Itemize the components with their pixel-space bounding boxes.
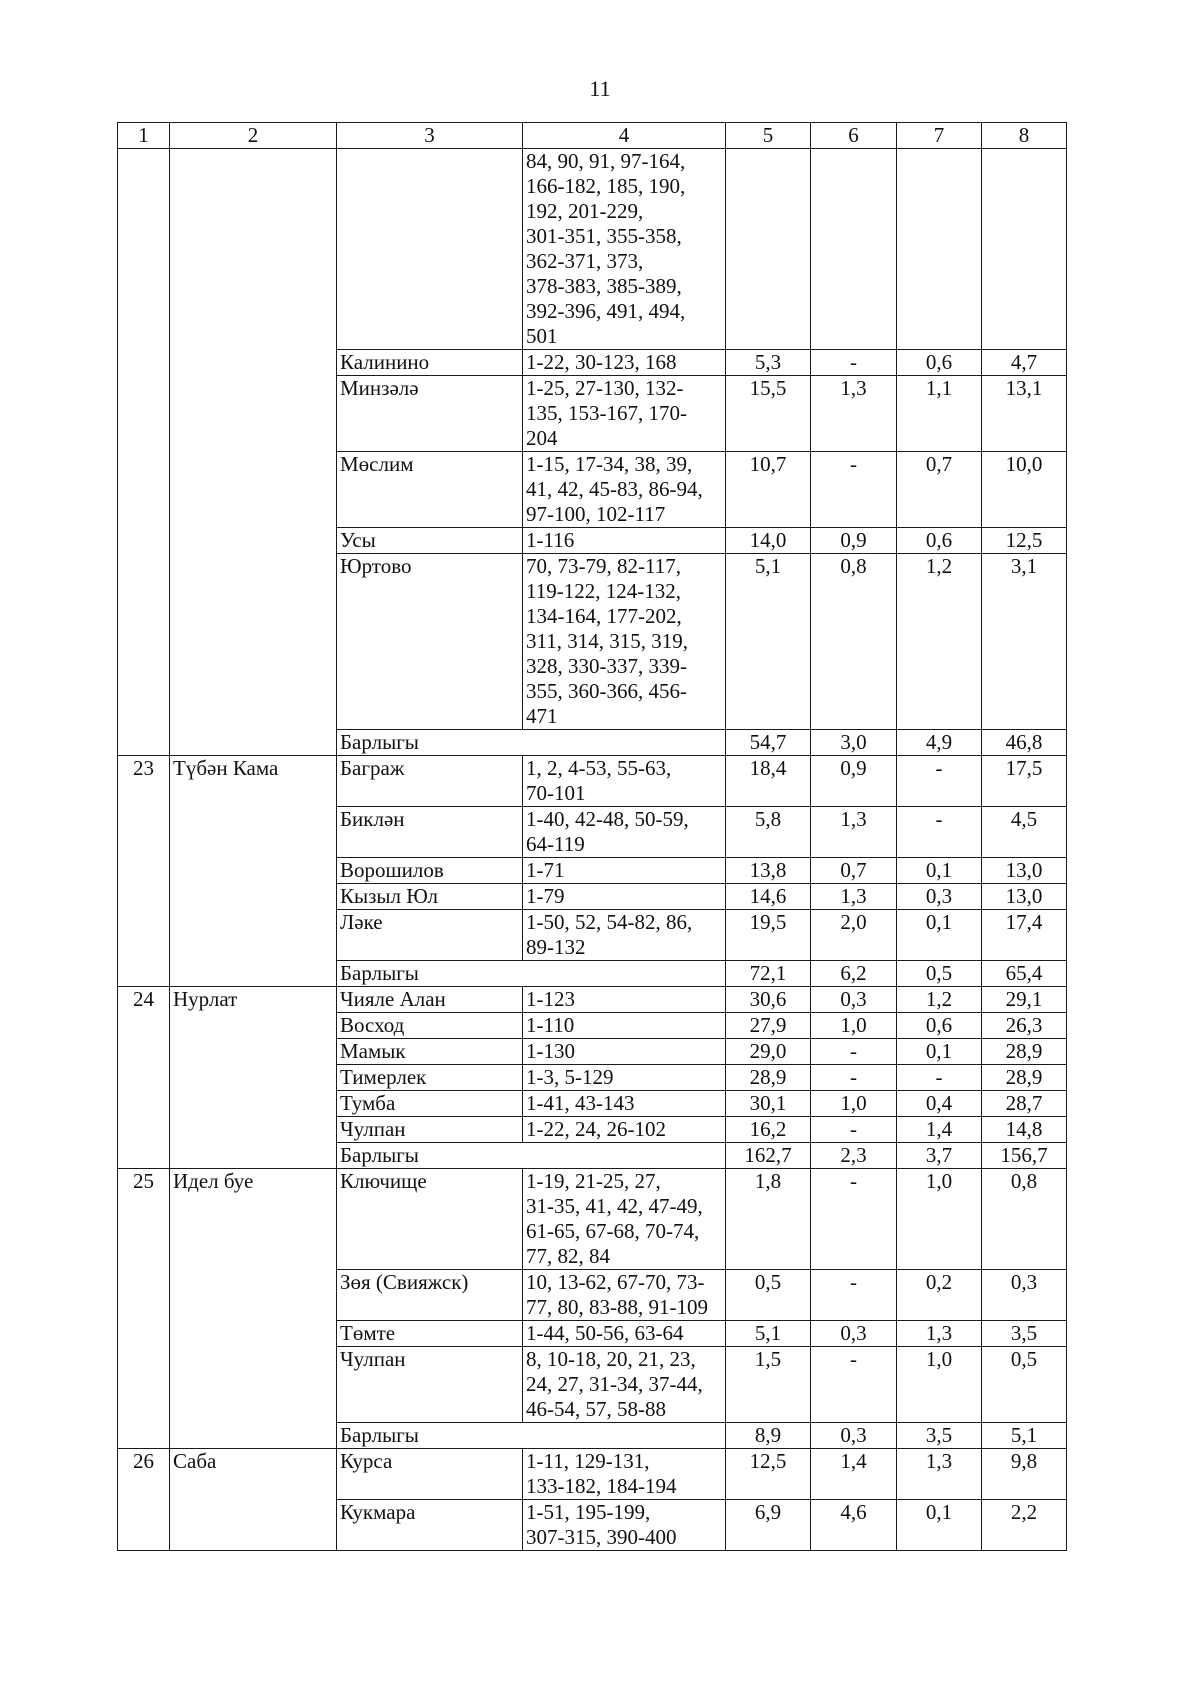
total-col7: 3,7 <box>897 1143 982 1169</box>
value-col5: 1,5 <box>726 1347 811 1423</box>
settlement-name: Төмте <box>337 1321 523 1347</box>
settlement-name: Мамык <box>337 1039 523 1065</box>
value-col8: 3,1 <box>982 554 1067 730</box>
value-col6: 4,6 <box>811 1500 897 1551</box>
value-col6: - <box>811 1117 897 1143</box>
settlement-name: Биклән <box>337 807 523 858</box>
value-col5: 5,1 <box>726 1321 811 1347</box>
district-number: 25 <box>118 1169 170 1449</box>
value-col5: 27,9 <box>726 1013 811 1039</box>
value-col5: 5,1 <box>726 554 811 730</box>
table-row <box>118 1449 1067 1500</box>
value-col7: 0,6 <box>897 1013 982 1039</box>
settlement-numbers: 1-15, 17-34, 38, 39, 41, 42, 45-83, 86-94, 97-100, 102-117 <box>523 452 726 528</box>
value-col6: 0,9 <box>811 756 897 807</box>
settlement-numbers: 1-110 <box>523 1013 726 1039</box>
value-col6: 1,3 <box>811 884 897 910</box>
value-col8: 13,1 <box>982 376 1067 452</box>
value-col6: - <box>811 1347 897 1423</box>
value-col6: - <box>811 1065 897 1091</box>
value-col7: 1,4 <box>897 1117 982 1143</box>
district-number: 26 <box>118 1449 170 1551</box>
total-col7: 3,5 <box>897 1423 982 1449</box>
value-col5: 14,0 <box>726 528 811 554</box>
value-col8: 4,7 <box>982 350 1067 376</box>
value-col7: 0,6 <box>897 528 982 554</box>
total-col8: 156,7 <box>982 1143 1067 1169</box>
column-header: 5 <box>726 123 811 149</box>
total-col8: 5,1 <box>982 1423 1067 1449</box>
total-col7: 0,5 <box>897 961 982 987</box>
settlement-name: Восход <box>337 1013 523 1039</box>
value-col8: 9,8 <box>982 1449 1067 1500</box>
value-col8: 14,8 <box>982 1117 1067 1143</box>
settlement-numbers: 1-123 <box>523 987 726 1013</box>
column-header: 8 <box>982 123 1067 149</box>
value-col6: 1,0 <box>811 1013 897 1039</box>
value-col6: - <box>811 1039 897 1065</box>
settlement-numbers: 8, 10-18, 20, 21, 23, 24, 27, 31-34, 37-44, 46-54, 57, 58-88 <box>523 1347 726 1423</box>
value-col6: 0,8 <box>811 554 897 730</box>
table-row <box>118 1169 1067 1270</box>
district-name: Түбән Кама <box>170 756 337 987</box>
settlement-name: Ләке <box>337 910 523 961</box>
settlement-name: Ворошилов <box>337 858 523 884</box>
settlement-name: Баграж <box>337 756 523 807</box>
value-col5: 29,0 <box>726 1039 811 1065</box>
value-col6: 2,0 <box>811 910 897 961</box>
settlement-name: Чияле Алан <box>337 987 523 1013</box>
district-name: Нурлат <box>170 987 337 1169</box>
value-col6: - <box>811 1270 897 1321</box>
value-cell <box>726 149 811 350</box>
total-label: Барлыгы <box>337 730 726 756</box>
value-col5: 1,8 <box>726 1169 811 1270</box>
value-col8: 2,2 <box>982 1500 1067 1551</box>
column-header: 4 <box>523 123 726 149</box>
settlement-cell <box>337 149 523 350</box>
total-col8: 65,4 <box>982 961 1067 987</box>
settlement-name: Чулпан <box>337 1117 523 1143</box>
settlement-name: Курса <box>337 1449 523 1500</box>
value-col8: 28,7 <box>982 1091 1067 1117</box>
total-col5: 162,7 <box>726 1143 811 1169</box>
settlement-numbers: 1-51, 195-199, 307-315, 390-400 <box>523 1500 726 1551</box>
value-col8: 13,0 <box>982 858 1067 884</box>
value-col5: 5,3 <box>726 350 811 376</box>
value-col7: 0,1 <box>897 910 982 961</box>
value-cell <box>811 149 897 350</box>
value-col7: - <box>897 756 982 807</box>
settlement-numbers: 1-71 <box>523 858 726 884</box>
value-col6: - <box>811 350 897 376</box>
value-col5: 12,5 <box>726 1449 811 1500</box>
value-col6: 0,3 <box>811 1321 897 1347</box>
total-col6: 6,2 <box>811 961 897 987</box>
settlement-numbers: 1-79 <box>523 884 726 910</box>
district-name: Идел буе <box>170 1169 337 1449</box>
value-col5: 18,4 <box>726 756 811 807</box>
value-col5: 10,7 <box>726 452 811 528</box>
settlement-name: Кукмара <box>337 1500 523 1551</box>
value-col7: 0,1 <box>897 1039 982 1065</box>
total-col8: 46,8 <box>982 730 1067 756</box>
district-name: Саба <box>170 1449 337 1551</box>
value-col7: 1,3 <box>897 1449 982 1500</box>
settlement-name: Ключище <box>337 1169 523 1270</box>
value-col8: 12,5 <box>982 528 1067 554</box>
value-cell <box>982 149 1067 350</box>
value-col7: 0,6 <box>897 350 982 376</box>
settlement-numbers: 1-3, 5-129 <box>523 1065 726 1091</box>
value-col5: 30,6 <box>726 987 811 1013</box>
value-col6: 1,0 <box>811 1091 897 1117</box>
value-col6: 1,4 <box>811 1449 897 1500</box>
column-header: 3 <box>337 123 523 149</box>
continuation-row <box>118 149 1067 350</box>
total-label: Барлыгы <box>337 1143 726 1169</box>
value-col5: 0,5 <box>726 1270 811 1321</box>
value-col7: 1,0 <box>897 1347 982 1423</box>
settlement-numbers: 1-116 <box>523 528 726 554</box>
district-name-cell <box>170 149 337 756</box>
settlement-numbers: 1-19, 21-25, 27, 31-35, 41, 42, 47-49, 61-65, 67-68, 70-74, 77, 82, 84 <box>523 1169 726 1270</box>
district-number-cell <box>118 149 170 756</box>
value-col8: 28,9 <box>982 1039 1067 1065</box>
value-col7: 0,3 <box>897 884 982 910</box>
value-col5: 14,6 <box>726 884 811 910</box>
value-col6: 0,7 <box>811 858 897 884</box>
settlement-name: Чулпан <box>337 1347 523 1423</box>
value-col7: 0,7 <box>897 452 982 528</box>
value-col7: - <box>897 1065 982 1091</box>
total-col6: 2,3 <box>811 1143 897 1169</box>
total-label: Барлыгы <box>337 961 726 987</box>
column-number-row <box>118 123 1067 149</box>
settlement-numbers: 1-40, 42-48, 50-59, 64-119 <box>523 807 726 858</box>
district-number: 23 <box>118 756 170 987</box>
settlement-numbers: 1, 2, 4-53, 55-63, 70-101 <box>523 756 726 807</box>
settlement-numbers: 1-22, 30-123, 168 <box>523 350 726 376</box>
total-col5: 72,1 <box>726 961 811 987</box>
value-col5: 16,2 <box>726 1117 811 1143</box>
value-col8: 28,9 <box>982 1065 1067 1091</box>
settlement-numbers: 1-41, 43-143 <box>523 1091 726 1117</box>
value-col7: 0,1 <box>897 1500 982 1551</box>
value-col7: 1,3 <box>897 1321 982 1347</box>
settlement-numbers: 1-44, 50-56, 63-64 <box>523 1321 726 1347</box>
value-col6: 0,9 <box>811 528 897 554</box>
value-col6: 1,3 <box>811 376 897 452</box>
value-col8: 17,4 <box>982 910 1067 961</box>
column-header: 6 <box>811 123 897 149</box>
value-col8: 4,5 <box>982 807 1067 858</box>
column-header: 1 <box>118 123 170 149</box>
value-col7: 0,1 <box>897 858 982 884</box>
value-col8: 0,5 <box>982 1347 1067 1423</box>
total-col6: 3,0 <box>811 730 897 756</box>
value-col8: 10,0 <box>982 452 1067 528</box>
settlement-numbers: 1-130 <box>523 1039 726 1065</box>
table-row <box>118 756 1067 807</box>
total-col5: 8,9 <box>726 1423 811 1449</box>
total-col7: 4,9 <box>897 730 982 756</box>
value-col5: 6,9 <box>726 1500 811 1551</box>
settlement-numbers: 10, 13-62, 67-70, 73- 77, 80, 83-88, 91-109 <box>523 1270 726 1321</box>
district-number: 24 <box>118 987 170 1169</box>
value-col8: 0,3 <box>982 1270 1067 1321</box>
settlement-name: Тимерлек <box>337 1065 523 1091</box>
settlement-name: Зөя (Свияжск) <box>337 1270 523 1321</box>
value-col5: 28,9 <box>726 1065 811 1091</box>
value-cell <box>897 149 982 350</box>
settlement-numbers: 1-25, 27-130, 132- 135, 153-167, 170- 204 <box>523 376 726 452</box>
settlement-numbers: 70, 73-79, 82-117, 119-122, 124-132, 134-164, 177-202, 311, 314, 315, 319, 328, 330-337, 339- 355, 360-366, 456- 471 <box>523 554 726 730</box>
value-col7: 1,2 <box>897 554 982 730</box>
settlement-name: Калинино <box>337 350 523 376</box>
value-col8: 0,8 <box>982 1169 1067 1270</box>
settlement-numbers: 1-50, 52, 54-82, 86, 89-132 <box>523 910 726 961</box>
value-col5: 19,5 <box>726 910 811 961</box>
value-col7: - <box>897 807 982 858</box>
value-col5: 13,8 <box>726 858 811 884</box>
table-row <box>118 987 1067 1013</box>
value-col5: 15,5 <box>726 376 811 452</box>
value-col6: - <box>811 452 897 528</box>
value-col7: 0,2 <box>897 1270 982 1321</box>
value-col6: 0,3 <box>811 987 897 1013</box>
data-table <box>117 122 1067 1551</box>
settlement-numbers: 1-22, 24, 26-102 <box>523 1117 726 1143</box>
value-col8: 17,5 <box>982 756 1067 807</box>
numbers-cell: 84, 90, 91, 97-164, 166-182, 185, 190, 192, 201-229, 301-351, 355-358, 362-371, 373, 378-383, 385-389, 392-396, 491, 494, 501 <box>523 149 726 350</box>
total-col6: 0,3 <box>811 1423 897 1449</box>
value-col7: 1,2 <box>897 987 982 1013</box>
table-body <box>118 123 1067 1551</box>
value-col8: 29,1 <box>982 987 1067 1013</box>
settlement-numbers: 1-11, 129-131, 133-182, 184-194 <box>523 1449 726 1500</box>
settlement-name: Юртово <box>337 554 523 730</box>
value-col7: 1,1 <box>897 376 982 452</box>
column-header: 2 <box>170 123 337 149</box>
value-col5: 30,1 <box>726 1091 811 1117</box>
column-header: 7 <box>897 123 982 149</box>
settlement-name: Тумба <box>337 1091 523 1117</box>
value-col8: 26,3 <box>982 1013 1067 1039</box>
value-col8: 13,0 <box>982 884 1067 910</box>
value-col6: 1,3 <box>811 807 897 858</box>
value-col7: 0,4 <box>897 1091 982 1117</box>
value-col6: - <box>811 1169 897 1270</box>
settlement-name: Усы <box>337 528 523 554</box>
total-label: Барлыгы <box>337 1423 726 1449</box>
total-col5: 54,7 <box>726 730 811 756</box>
value-col5: 5,8 <box>726 807 811 858</box>
value-col7: 1,0 <box>897 1169 982 1270</box>
value-col8: 3,5 <box>982 1321 1067 1347</box>
page-number: 11 <box>589 76 611 101</box>
settlement-name: Мөслим <box>337 452 523 528</box>
settlement-name: Кызыл Юл <box>337 884 523 910</box>
settlement-name: Минзәлә <box>337 376 523 452</box>
